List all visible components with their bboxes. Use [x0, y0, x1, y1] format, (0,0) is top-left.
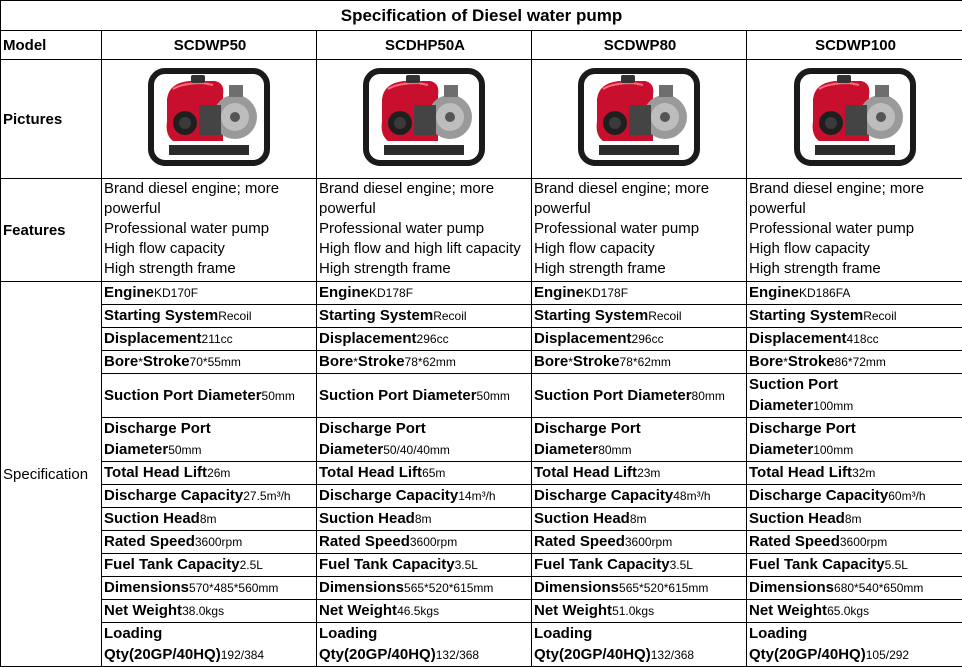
spec-dimensions: Dimensions570*485*560mm	[102, 577, 317, 600]
feature-line: High flow capacity	[534, 239, 746, 259]
spec-row	[1, 305, 962, 328]
feature-line: High flow and high lift capacity	[319, 239, 531, 259]
spec-row	[1, 328, 962, 351]
feature-line: powerful	[319, 199, 531, 219]
features-cell	[747, 179, 962, 282]
pump-picture-cell	[317, 60, 532, 179]
features-label: Features	[1, 179, 102, 282]
spec-bore-stroke: Bore*Stroke78*62mm	[317, 351, 532, 374]
spec-displacement: Displacement296cc	[317, 328, 532, 351]
spec-starting-system: Starting SystemRecoil	[747, 305, 962, 328]
spec-suction-head: Suction Head8m	[317, 508, 532, 531]
spec-dimensions: Dimensions565*520*615mm	[532, 577, 747, 600]
feature-line: High strength frame	[749, 259, 962, 279]
spec-suction-port-diameter: Suction Port Diameter100mm	[747, 374, 962, 418]
spec-row	[1, 282, 962, 305]
spec-total-head-lift: Total Head Lift32m	[747, 462, 962, 485]
spec-discharge-port-diameter: Discharge Port Diameter50/40/40mm	[317, 418, 532, 462]
features-row	[1, 179, 962, 282]
model-row	[1, 31, 962, 60]
diesel-water-pump-image	[573, 65, 705, 173]
features-cell	[102, 179, 317, 282]
spec-row	[1, 508, 962, 531]
table-title: Specification of Diesel water pump	[1, 1, 962, 31]
spec-rated-speed: Rated Speed3600rpm	[532, 531, 747, 554]
spec-engine: EngineKD186FA	[747, 282, 962, 305]
spec-suction-port-diameter: Suction Port Diameter50mm	[317, 374, 532, 418]
model-name: SCDWP80	[532, 31, 747, 60]
feature-line: High flow capacity	[749, 239, 962, 259]
spec-row	[1, 623, 962, 667]
model-label: Model	[1, 31, 102, 60]
pump-picture-cell	[102, 60, 317, 179]
pictures-row	[1, 60, 962, 179]
spec-total-head-lift: Total Head Lift65m	[317, 462, 532, 485]
spec-discharge-capacity: Discharge Capacity48m³/h	[532, 485, 747, 508]
spec-discharge-capacity: Discharge Capacity14m³/h	[317, 485, 532, 508]
spec-row	[1, 462, 962, 485]
spec-engine: EngineKD170F	[102, 282, 317, 305]
specification-label: Specification	[1, 282, 102, 667]
features-cell	[317, 179, 532, 282]
feature-line: Brand diesel engine; more	[319, 179, 531, 199]
diesel-water-pump-image	[358, 65, 490, 173]
pump-picture-cell	[532, 60, 747, 179]
spec-loading-qty: Loading Qty(20GP/40HQ)192/384	[102, 623, 317, 667]
spec-net-weight: Net Weight65.0kgs	[747, 600, 962, 623]
spec-net-weight: Net Weight38.0kgs	[102, 600, 317, 623]
spec-row	[1, 374, 962, 418]
spec-suction-head: Suction Head8m	[532, 508, 747, 531]
spec-engine: EngineKD178F	[532, 282, 747, 305]
spec-row	[1, 577, 962, 600]
spec-row	[1, 485, 962, 508]
spec-engine: EngineKD178F	[317, 282, 532, 305]
spec-dimensions: Dimensions680*540*650mm	[747, 577, 962, 600]
feature-line: Brand diesel engine; more	[749, 179, 962, 199]
spec-discharge-port-diameter: Discharge Port Diameter80mm	[532, 418, 747, 462]
spec-discharge-port-diameter: Discharge Port Diameter100mm	[747, 418, 962, 462]
spec-fuel-tank-capacity: Fuel Tank Capacity2.5L	[102, 554, 317, 577]
spec-fuel-tank-capacity: Fuel Tank Capacity3.5L	[317, 554, 532, 577]
spec-row	[1, 418, 962, 462]
spec-bore-stroke: Bore*Stroke70*55mm	[102, 351, 317, 374]
spec-loading-qty: Loading Qty(20GP/40HQ)132/368	[317, 623, 532, 667]
spec-bore-stroke: Bore*Stroke78*62mm	[532, 351, 747, 374]
spec-bore-stroke: Bore*Stroke86*72mm	[747, 351, 962, 374]
spec-dimensions: Dimensions565*520*615mm	[317, 577, 532, 600]
model-name: SCDWP50	[102, 31, 317, 60]
feature-line: High strength frame	[104, 259, 316, 279]
spec-loading-qty: Loading Qty(20GP/40HQ)132/368	[532, 623, 747, 667]
spec-fuel-tank-capacity: Fuel Tank Capacity5.5L	[747, 554, 962, 577]
spec-row	[1, 351, 962, 374]
feature-line: Professional water pump	[104, 219, 316, 239]
spec-rated-speed: Rated Speed3600rpm	[747, 531, 962, 554]
spec-discharge-capacity: Discharge Capacity60m³/h	[747, 485, 962, 508]
spec-total-head-lift: Total Head Lift23m	[532, 462, 747, 485]
spec-net-weight: Net Weight46.5kgs	[317, 600, 532, 623]
spec-suction-port-diameter: Suction Port Diameter80mm	[532, 374, 747, 418]
spec-starting-system: Starting SystemRecoil	[102, 305, 317, 328]
spec-discharge-port-diameter: Discharge Port Diameter50mm	[102, 418, 317, 462]
spec-net-weight: Net Weight51.0kgs	[532, 600, 747, 623]
feature-line: Brand diesel engine; more	[104, 179, 316, 199]
spec-loading-qty: Loading Qty(20GP/40HQ)105/292	[747, 623, 962, 667]
pump-picture-cell	[747, 60, 962, 179]
spec-fuel-tank-capacity: Fuel Tank Capacity3.5L	[532, 554, 747, 577]
feature-line: powerful	[749, 199, 962, 219]
model-name: SCDHP50A	[317, 31, 532, 60]
spec-row	[1, 554, 962, 577]
spec-displacement: Displacement211cc	[102, 328, 317, 351]
spec-row	[1, 531, 962, 554]
feature-line: High strength frame	[319, 259, 531, 279]
diesel-water-pump-image	[143, 65, 275, 173]
feature-line: powerful	[104, 199, 316, 219]
spec-rated-speed: Rated Speed3600rpm	[317, 531, 532, 554]
spec-suction-port-diameter: Suction Port Diameter50mm	[102, 374, 317, 418]
feature-line: Professional water pump	[319, 219, 531, 239]
feature-line: powerful	[534, 199, 746, 219]
spec-displacement: Displacement418cc	[747, 328, 962, 351]
spec-suction-head: Suction Head8m	[747, 508, 962, 531]
spec-discharge-capacity: Discharge Capacity27.5m³/h	[102, 485, 317, 508]
spec-row	[1, 600, 962, 623]
spec-rated-speed: Rated Speed3600rpm	[102, 531, 317, 554]
feature-line: Professional water pump	[534, 219, 746, 239]
feature-line: Professional water pump	[749, 219, 962, 239]
feature-line: Brand diesel engine; more	[534, 179, 746, 199]
diesel-water-pump-image	[789, 65, 921, 173]
feature-line: High strength frame	[534, 259, 746, 279]
spec-starting-system: Starting SystemRecoil	[317, 305, 532, 328]
model-name: SCDWP100	[747, 31, 962, 60]
pictures-label: Pictures	[1, 60, 102, 179]
features-cell	[532, 179, 747, 282]
spec-starting-system: Starting SystemRecoil	[532, 305, 747, 328]
spec-suction-head: Suction Head8m	[102, 508, 317, 531]
spec-displacement: Displacement296cc	[532, 328, 747, 351]
feature-line: High flow capacity	[104, 239, 316, 259]
spec-total-head-lift: Total Head Lift26m	[102, 462, 317, 485]
